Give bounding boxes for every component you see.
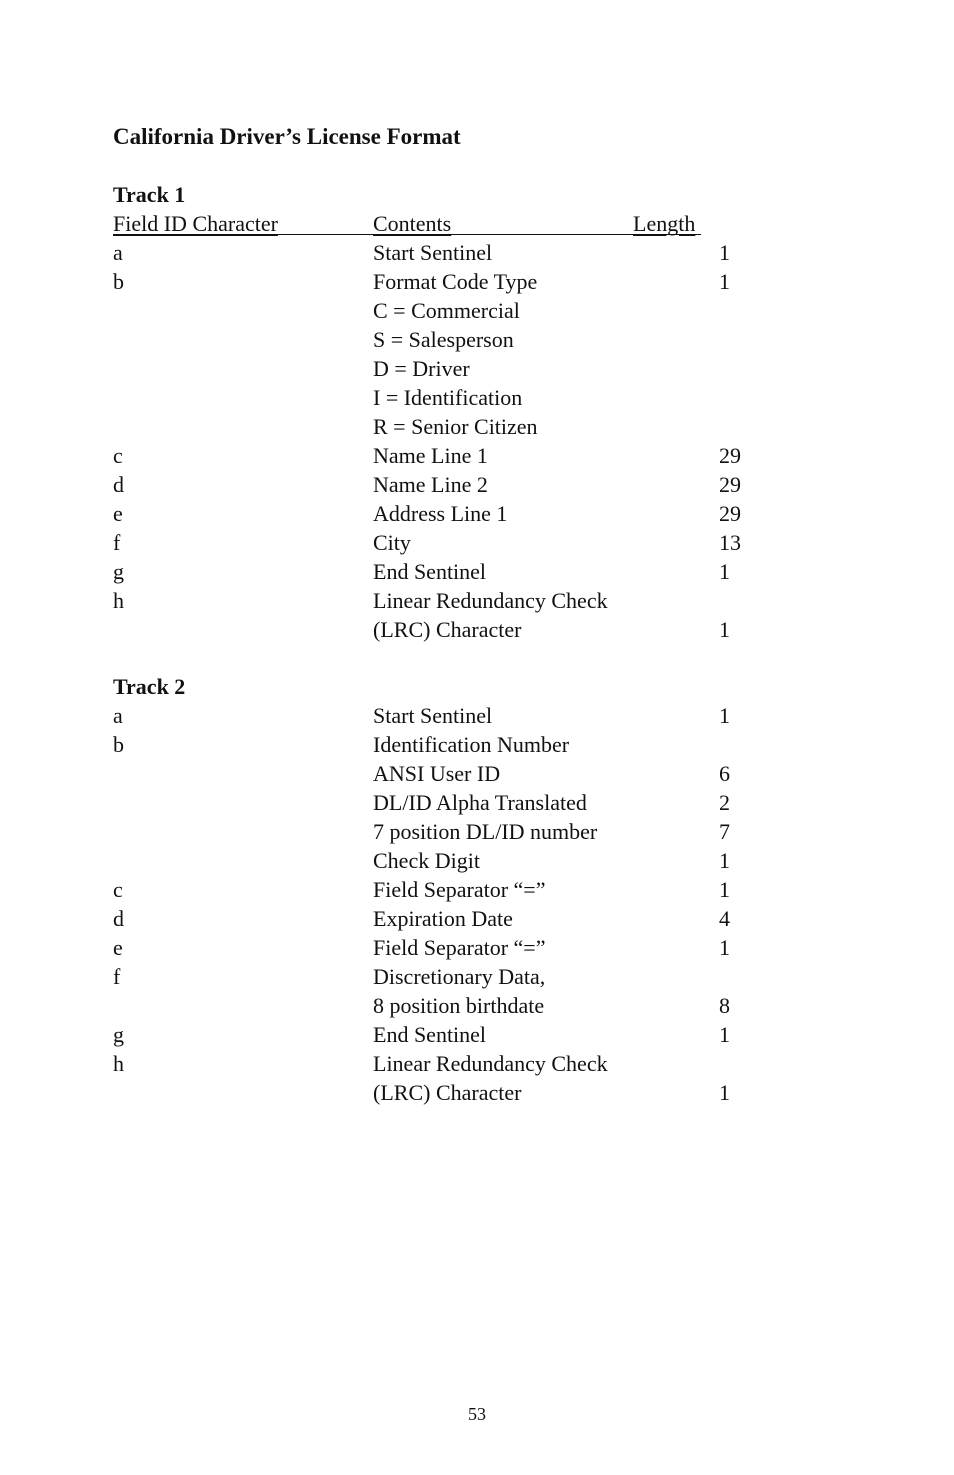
header-length: Length xyxy=(633,211,696,236)
contents-cell: Linear Redundancy Check xyxy=(373,588,608,613)
field-id-cell: g xyxy=(113,559,124,584)
contents-cell: DL/ID Alpha Translated xyxy=(373,790,587,815)
contents-cell: D = Driver xyxy=(373,356,470,381)
contents-cell: S = Salesperson xyxy=(373,327,514,352)
contents-cell: Name Line 2 xyxy=(373,472,488,497)
header-field-id: Field ID Character xyxy=(113,211,278,236)
contents-cell: I = Identification xyxy=(373,385,523,410)
length-cell: 13 xyxy=(719,530,741,555)
table-row xyxy=(113,1078,813,1107)
contents-cell: Identification Number xyxy=(373,732,570,757)
field-id-cell: g xyxy=(113,1022,124,1047)
table-row xyxy=(113,1020,813,1049)
length-cell: 7 xyxy=(719,819,730,844)
table-row xyxy=(113,701,813,730)
table-row xyxy=(113,962,813,991)
contents-cell: End Sentinel xyxy=(373,559,487,584)
contents-cell: Discretionary Data, xyxy=(373,964,546,989)
table-row xyxy=(113,904,813,933)
table-row xyxy=(113,441,813,470)
length-cell: 2 xyxy=(719,790,730,815)
length-cell: 29 xyxy=(719,501,741,526)
contents-cell: City xyxy=(373,530,411,555)
table-row xyxy=(113,557,813,586)
track-title: Track 1 xyxy=(113,182,186,207)
table-row xyxy=(113,817,813,846)
field-id-cell: d xyxy=(113,906,124,931)
field-id-cell: h xyxy=(113,588,124,613)
field-id-cell: c xyxy=(113,877,123,902)
length-cell: 1 xyxy=(719,848,730,873)
page-number: 53 xyxy=(468,1404,486,1424)
column-header-row xyxy=(113,209,813,238)
length-cell: 29 xyxy=(719,443,741,468)
table-row xyxy=(113,846,813,875)
length-cell: 4 xyxy=(719,906,730,931)
contents-cell: Name Line 1 xyxy=(373,443,488,468)
table-row xyxy=(113,238,813,267)
contents-cell: R = Senior Citizen xyxy=(373,414,538,439)
header-contents: Contents xyxy=(373,211,452,236)
document-title: California Driver’s License Format xyxy=(113,124,461,149)
field-id-cell: h xyxy=(113,1051,124,1076)
length-cell: 1 xyxy=(719,269,730,294)
table-row xyxy=(113,354,813,383)
length-cell: 8 xyxy=(719,993,730,1018)
field-id-cell: f xyxy=(113,530,121,555)
table-row xyxy=(113,528,813,557)
contents-cell: 8 position birthdate xyxy=(373,993,545,1018)
track-1-section xyxy=(113,180,813,644)
contents-cell: Linear Redundancy Check xyxy=(373,1051,608,1076)
contents-cell: C = Commercial xyxy=(373,298,520,323)
contents-cell: (LRC) Character xyxy=(373,1080,522,1105)
field-id-cell: a xyxy=(113,240,123,265)
table-row xyxy=(113,1049,813,1078)
track-title: Track 2 xyxy=(113,674,186,699)
length-cell: 1 xyxy=(719,703,730,728)
field-id-cell: e xyxy=(113,501,123,526)
field-id-cell: b xyxy=(113,732,124,757)
field-id-cell: e xyxy=(113,935,123,960)
length-cell: 1 xyxy=(719,1080,730,1105)
track-2-rows xyxy=(113,701,813,1107)
length-cell: 1 xyxy=(719,1022,730,1047)
table-row xyxy=(113,933,813,962)
length-cell: 1 xyxy=(719,877,730,902)
table-row xyxy=(113,325,813,354)
table-row xyxy=(113,788,813,817)
contents-cell: Check Digit xyxy=(373,848,480,873)
contents-cell: Start Sentinel xyxy=(373,240,493,265)
contents-cell: Address Line 1 xyxy=(373,501,508,526)
length-cell: 1 xyxy=(719,240,730,265)
contents-cell: Format Code Type xyxy=(373,269,538,294)
track-1-rows xyxy=(113,238,813,644)
field-id-cell: c xyxy=(113,443,123,468)
length-cell: 29 xyxy=(719,472,741,497)
field-id-cell: b xyxy=(113,269,124,294)
contents-cell: End Sentinel xyxy=(373,1022,487,1047)
field-id-cell: d xyxy=(113,472,124,497)
contents-cell: ANSI User ID xyxy=(373,761,501,786)
contents-cell: Field Separator “=” xyxy=(373,935,546,960)
table-row xyxy=(113,586,813,615)
contents-cell: Field Separator “=” xyxy=(373,877,546,902)
contents-cell: 7 position DL/ID number xyxy=(373,819,598,844)
table-row xyxy=(113,759,813,788)
field-id-cell: f xyxy=(113,964,121,989)
contents-cell: Start Sentinel xyxy=(373,703,493,728)
length-cell: 1 xyxy=(719,617,730,642)
length-cell: 1 xyxy=(719,935,730,960)
table-row xyxy=(113,267,813,296)
table-row xyxy=(113,470,813,499)
length-cell: 6 xyxy=(719,761,730,786)
table-row xyxy=(113,991,813,1020)
contents-cell: (LRC) Character xyxy=(373,617,522,642)
length-cell: 1 xyxy=(719,559,730,584)
table-row xyxy=(113,875,813,904)
table-row xyxy=(113,296,813,325)
table-row xyxy=(113,412,813,441)
table-row xyxy=(113,730,813,759)
field-id-cell: a xyxy=(113,703,123,728)
table-row xyxy=(113,383,813,412)
contents-cell: Expiration Date xyxy=(373,906,513,931)
table-row xyxy=(113,615,813,644)
track-2-section xyxy=(113,672,813,1107)
table-row xyxy=(113,499,813,528)
